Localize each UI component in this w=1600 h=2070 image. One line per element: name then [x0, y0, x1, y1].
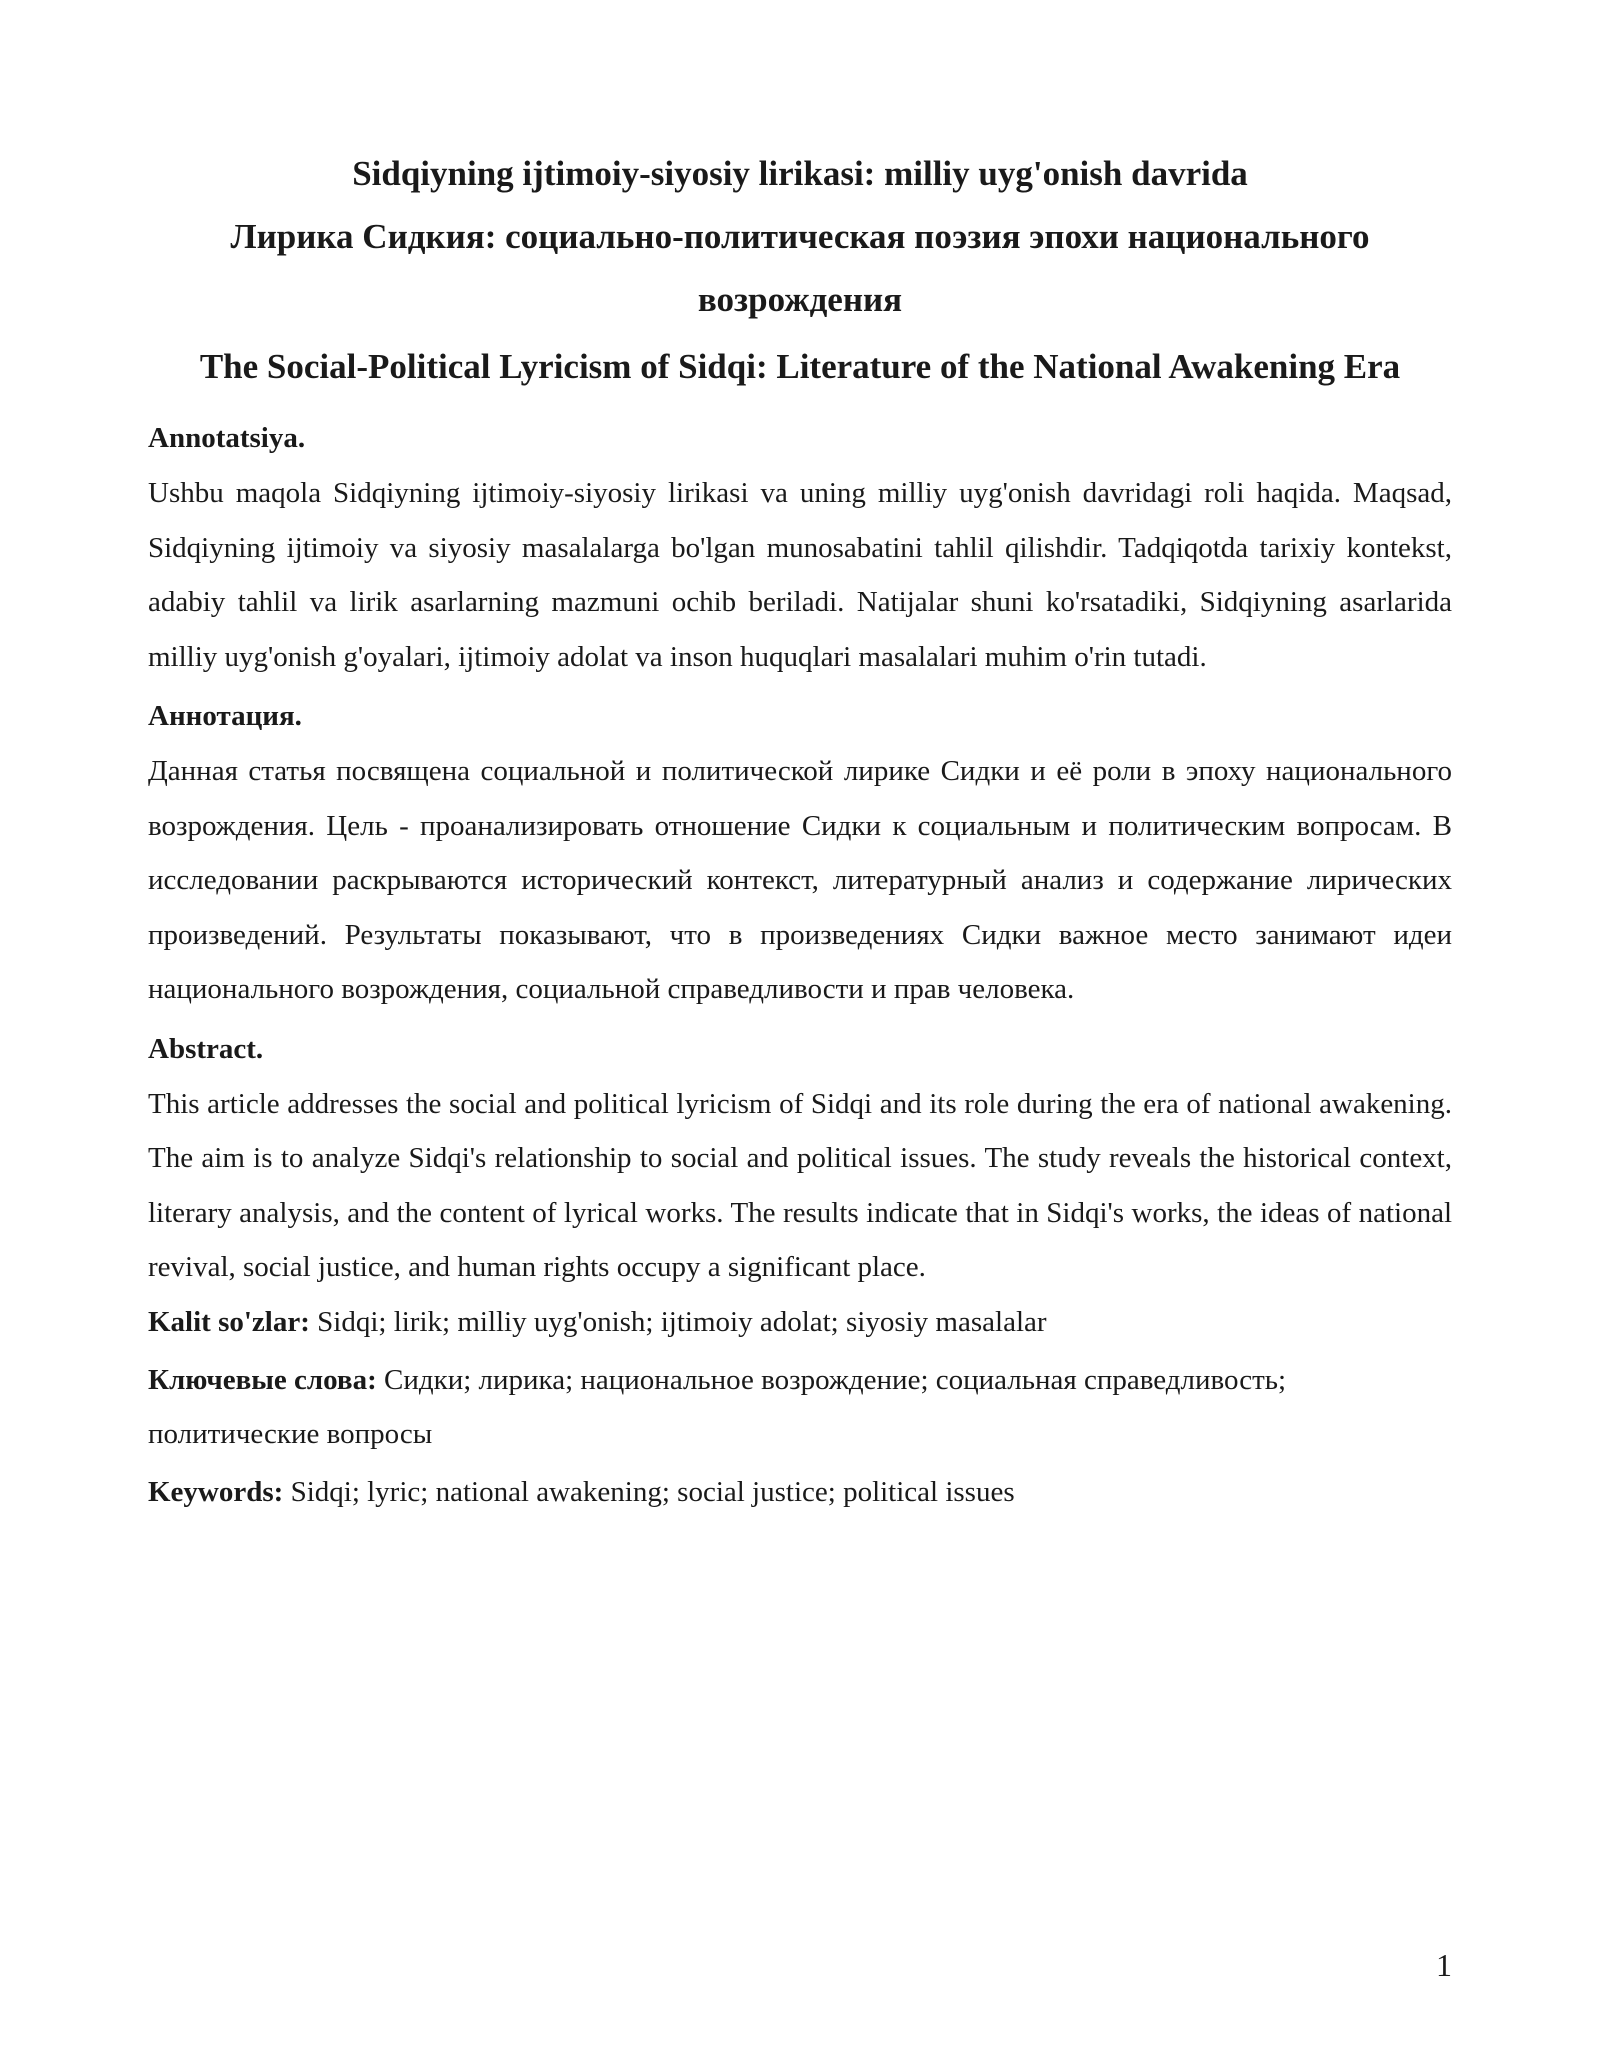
- keywords-uzbek-text: Sidqi; lirik; milliy uyg'onish; ijtimoiy adolat; siyosiy masalalar: [309, 1305, 1047, 1338]
- annotation-russian-heading: Аннотация.: [148, 700, 302, 732]
- abstract-english-heading: Abstract.: [148, 1032, 264, 1065]
- title-russian: Лирика Сидкия: социально-политическая поэзия эпохи национального возрождения: [230, 217, 1370, 319]
- title-block: [148, 142, 1452, 398]
- keywords-russian-label: Ключевые слова:: [148, 1363, 377, 1396]
- document-body: [148, 410, 1452, 1519]
- keywords-english-label: Keywords:: [148, 1475, 284, 1508]
- annotation-uzbek-section: [148, 410, 1452, 684]
- keywords-uzbek: [148, 1295, 1452, 1349]
- abstract-english-section: [148, 1021, 1452, 1295]
- annotation-russian-text: Данная статья посвящена социальной и политической лирике Сидки и её роли в эпоху национального возрождения. Цель - проанализировать отношение Сидки к социальным и политическим вопросам. В исследовании раскрываются исторический контекст, литературный анализ и содержание лирических произведений. Результаты показывают, что в произведениях Сидки важное место занимают идеи национального возрождения, социальной справедливости и прав человека.: [148, 755, 1452, 1005]
- page-number: 1: [1436, 1947, 1452, 1983]
- annotation-russian-section: [148, 688, 1452, 1017]
- title-uzbek: Sidqiyning ijtimoiy-siyosiy lirikasi: milliy uyg'onish davrida: [352, 154, 1248, 193]
- keywords-russian-text: Сидки; лирика; национальное возрождение; социальная справедливость; политические вопросы: [148, 1363, 1287, 1450]
- keywords-russian: [148, 1353, 1452, 1461]
- keywords-english: [148, 1465, 1452, 1519]
- keywords-uzbek-label: Kalit so'zlar:: [148, 1305, 310, 1338]
- keywords-english-text: Sidqi; lyric; national awakening; social justice; political issues: [283, 1475, 1015, 1508]
- annotation-uzbek-text: Ushbu maqola Sidqiyning ijtimoiy-siyosiy lirikasi va uning milliy uyg'onish davridagi roli haqida. Maqsad, Sidqiyning ijtimoiy va siyosiy masalalarga bo'lgan munosabatini tahlil qilishdir. Tadqiqotda tarixiy kontekst, adabiy tahlil va lirik asarlarning mazmuni ochib beriladi. Natijalar shuni ko'rsatadiki, Sidqiyning asarlarida milliy uyg'onish g'oyalari, ijtimoiy adolat va inson huquqlari masalalari muhim o'rin tutadi.: [148, 477, 1452, 673]
- annotation-uzbek-heading: Annotatsiya.: [148, 422, 306, 454]
- title-english: The Social-Political Lyricism of Sidqi: Literature of the National Awakening Era: [199, 347, 1401, 386]
- abstract-english-text: This article addresses the social and political lyricism of Sidqi and its role during the era of national awakening. The aim is to analyze Sidqi's relationship to social and political issues. The study reveals the historical context, literary analysis, and the content of lyrical works. The results indicate that in Sidqi's works, the ideas of national revival, social justice, and human rights occupy a significant place.: [148, 1087, 1452, 1283]
